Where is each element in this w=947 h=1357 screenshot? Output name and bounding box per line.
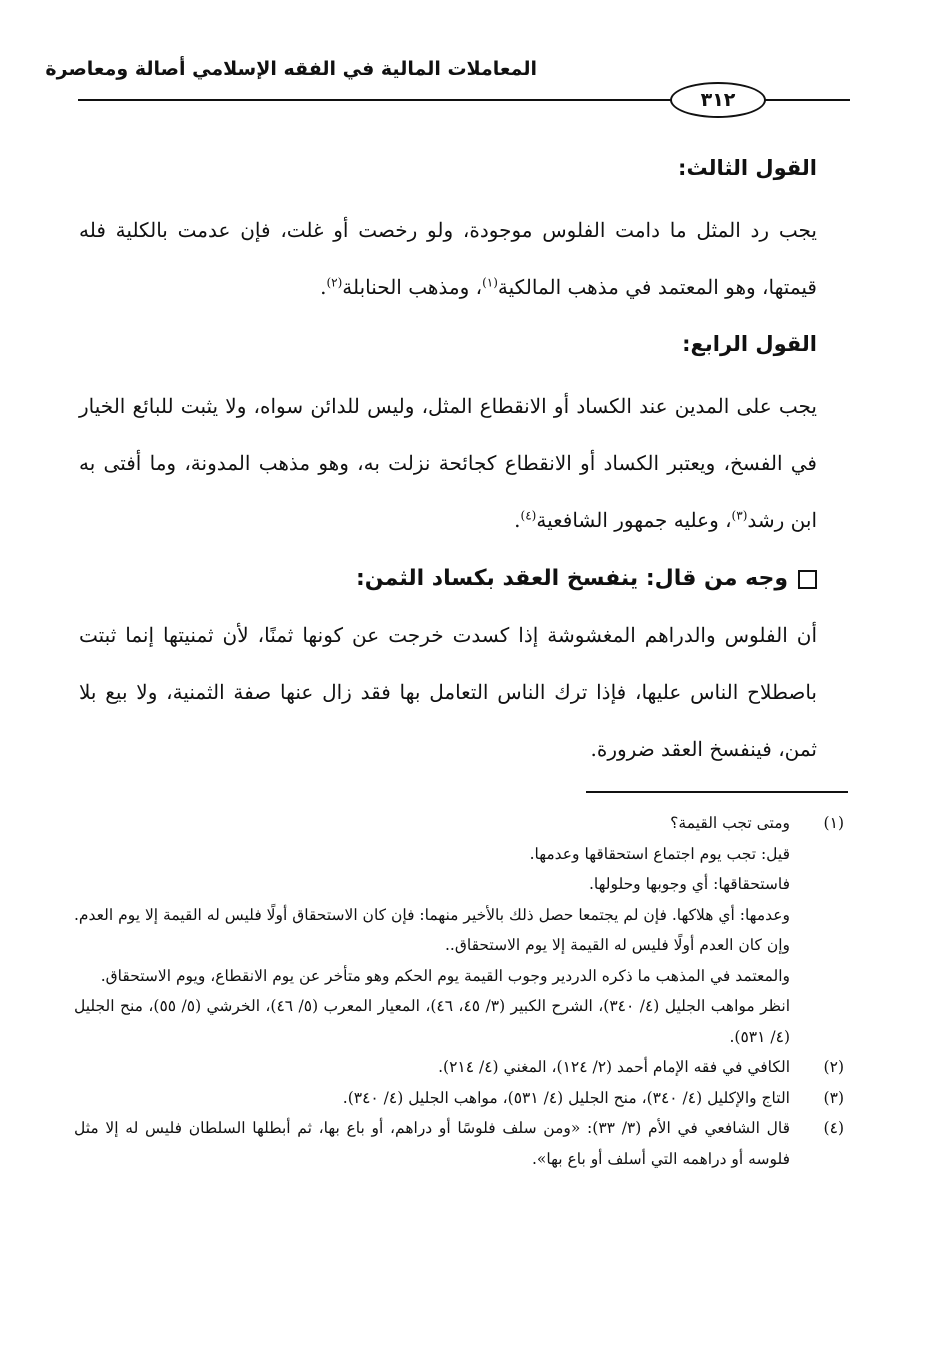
page-number: ٣١٢ xyxy=(670,82,766,118)
footnotes xyxy=(74,808,844,1174)
section-heading xyxy=(79,557,817,601)
footnote-1 xyxy=(74,808,844,1052)
footnote-line: قال الشافعي في الأم (٣/ ٣٣): «ومن سلف فلوسًا أو دراهم، أو باع بها، ثم أبطلها السلطان فليس له إلا مثل فلوسه أو دراهمه التي أسلف أو باع بها». xyxy=(74,1119,790,1168)
section-heading-text: وجه من قال: ينفسخ العقد بكساد الثمن: xyxy=(356,566,788,591)
footnote-3 xyxy=(74,1083,844,1114)
paragraph-argument: أن الفلوس والدراهم المغشوشة إذا كسدت خرجت عن كونها ثمنًا، لأن ثمنيتها إنما ثبتت باصطلاح الناس عليها، فإذا ترك الناس التعامل بها فقد زال عنها صفة الثمنية، ولا بيع بلا ثمن، فينفسخ العقد ضرورة. xyxy=(79,623,817,761)
footnote-number: (٣) xyxy=(823,1088,844,1107)
heading-third-opinion: القول الثالث: xyxy=(678,156,817,180)
heading-fourth-opinion: القول الرابع: xyxy=(682,332,817,356)
footnote-ref-4: (٤) xyxy=(520,508,537,523)
footnote-line: والمعتمد في المذهب ما ذكره الدردير وجوب القيمة يوم الحكم وهو متأخر عن يوم الانقطاع، ويوم الاستحقاق. xyxy=(100,966,790,985)
footnote-ref-3: (٣) xyxy=(731,508,748,523)
footnote-4 xyxy=(74,1113,844,1174)
footnote-separator xyxy=(586,791,848,793)
footnote-ref-2: (٢) xyxy=(326,275,343,290)
footnote-line: انظر مواهب الجليل (٤/ ٣٤٠)، الشرح الكبير (٣/ ٤٥، ٤٦)، المعيار المعرب (٥/ ٤٦)، الخرشي (٥/ ٥٥)، منح الجليل (٤/ ٥٣١). xyxy=(74,997,791,1046)
footnote-number: (١) xyxy=(823,814,844,832)
paragraph-third-opinion: يجب رد المثل ما دامت الفلوس موجودة، ولو رخصت أو غلت، فإن عدمت بالكلية فله قيمتها، وهو المعتمد في مذهب المالكية$^{(١)}$، ومذهب الحنابلة$^{(٢)}$. xyxy=(79,218,817,299)
footnote-number: (٤) xyxy=(823,1119,844,1137)
footnote-ref-1: (١) xyxy=(482,275,498,290)
footnote-number: (٢) xyxy=(823,1058,844,1076)
footnote-line: الكافي في فقه الإمام أحمد (٢/ ١٢٤)، المغني (٤/ ٢١٤). xyxy=(438,1058,790,1076)
footnote-line: التاج والإكليل (٤/ ٣٤٠)، منح الجليل (٤/ ٥٣١)، مواهب الجليل (٤/ ٣٤٠). xyxy=(342,1088,790,1107)
footnote-line: وعدمها: أي هلاكها. فإن لم يجتمعا حصل ذلك بالأخير منهما: فإن كان الاستحقاق أولًا فليس له القيمة إلا يوم العدم. وإن كان العدم أولًا فليس له القيمة إلا يوم الاستحقاق.. xyxy=(74,905,790,954)
footnote-line: ومتى تجب القيمة؟ xyxy=(670,814,790,832)
main-text xyxy=(79,148,817,786)
footnote-2 xyxy=(74,1052,844,1083)
running-title: المعاملات المالية في الفقه الإسلامي أصالة ومعاصرة xyxy=(45,58,537,80)
paragraph-fourth-opinion: يجب على المدين عند الكساد أو الانقطاع المثل، وليس للدائن سواه، ولا يثبت للبائع الخيار في الفسخ، ويعتبر الكساد أو الانقطاع كجائحة نزلت به، وهو مذهب المدونة، وما أفتى به ابن رشد$^{(٣)}$، وعليه جمهور الشافعية$^{(٤)}$. xyxy=(79,394,817,532)
footnote-line: فاستحقاقها: أي وجوبها وحلولها. xyxy=(588,875,790,893)
footnote-line: قيل: تجب يوم اجتماع استحقاقها وعدمها. xyxy=(529,844,790,863)
square-bullet-icon xyxy=(798,570,817,589)
